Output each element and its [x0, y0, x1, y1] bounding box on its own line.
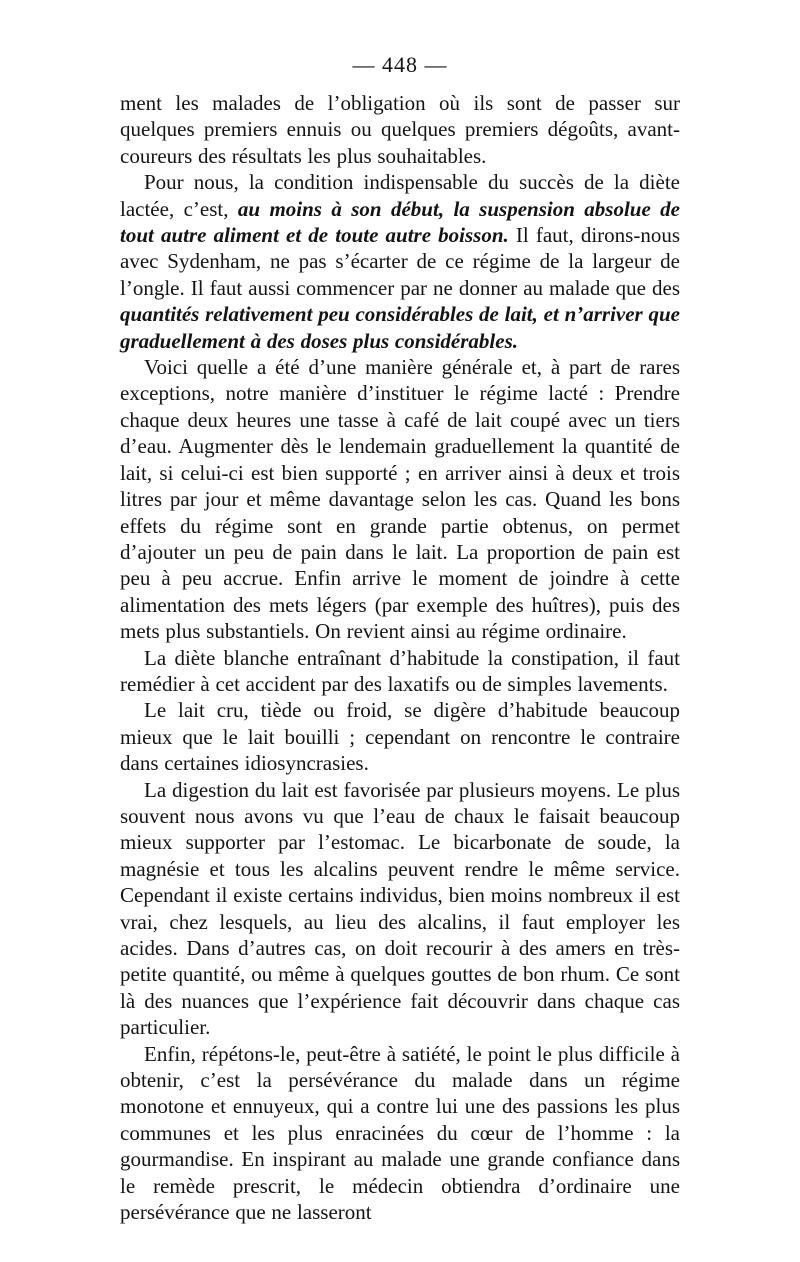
paragraph-text: La digestion du lait est favorisée par plusieurs moyens. Le plus souvent nous avons vu que l’eau de chaux le faisait beaucoup mieux supporter par l’estomac. Le bicarbonate de soude, la magnésie et tous les alcalins peuvent rendre le même service. Cependant il existe certains individus, bien moins nombreux il est vrai, chez lesquels, au lieu des alcalins, il faut employer les acides. Dans d’autres cas, on doit recourir à des amers en très-petite quantité, ou même à quelques gouttes de bon rhum. Ce sont là des nuances que l’expérience fait découvrir dans chaque cas particulier. [120, 777, 680, 1040]
paragraph-text: La diète blanche entraînant d’habitude la constipation, il faut remédier à cet accident par des laxatifs ou de simples lavements. [120, 645, 680, 696]
paragraph-constipation [120, 645, 680, 698]
paragraph-raw-milk [120, 697, 680, 776]
paragraph-digestion [120, 777, 680, 1041]
paragraph-regime-method [120, 354, 680, 644]
paragraph-milk-diet-condition [120, 169, 680, 354]
italic-emphasis: au moins à son début, la suspension absolue de tout autre aliment et de toute autre boisson. [120, 196, 680, 248]
paragraph-text: ment les malades de l’obligation où ils sont de passer sur quelques premiers ennuis ou quelques premiers dégoûts, avant-coureurs des résultats les plus souhaitables. [120, 91, 680, 168]
paragraph-text: Enfin, répétons-le, peut-être à satiété, le point le plus difficile à obtenir, c’est la persévérance du malade dans un régime monotone et ennuyeux, qui a contre lui une des passions les plus communes et les plus enracinées du cœur de l’homme : la gourmandise. En inspirant au malade une grande confiance dans le remède prescrit, le médecin obtiendra d’ordinaire une persévérance que ne lasseront [120, 1041, 680, 1225]
paragraph-text: Le lait cru, tiède ou froid, se digère d’habitude beaucoup mieux que le lait bouilli ; cependant on rencontre le contraire dans certaines idiosyncrasies. [120, 698, 680, 776]
paragraph-text: Pour nous, la condition indispensable du succès de la diète lactée, c’est, [120, 170, 680, 221]
book-page [120, 52, 680, 1225]
paragraph-text: Il faut, dirons-nous avec Sydenham, ne pas s’écarter de ce régime de la largeur de l’ongle. Il faut aussi commencer par ne donner au malade que des [120, 223, 680, 300]
paragraph-continuation [120, 90, 680, 169]
paragraph-perseverance [120, 1041, 680, 1226]
italic-emphasis: quantités relativement peu considérables de lait, et n’arriver que graduellement à des doses plus considérables. [120, 302, 680, 353]
page-number: — 448 — [352, 52, 448, 77]
paragraph-text: Voici quelle a été d’une manière générale et, à part de rares exceptions, notre manière d’instituer le régime lacté : Prendre chaque deux heures une tasse à café de lait coupé avec un tiers d’eau. Augmenter dès le lendemain graduellement la quantité de lait, si celui-ci est bien supporté ; en arriver ainsi à deux et trois litres par jour et même davantage selon les cas. Quand les bons effets du régime sont en grande partie obtenus, on permet d’ajouter un peu de pain dans le lait. La proportion de pain est peu à peu accrue. Enfin arrive le moment de joindre à cette alimentation des mets légers (par exemple des huîtres), puis des mets plus substantiels. On revient ainsi au régime ordinaire. [120, 355, 680, 644]
